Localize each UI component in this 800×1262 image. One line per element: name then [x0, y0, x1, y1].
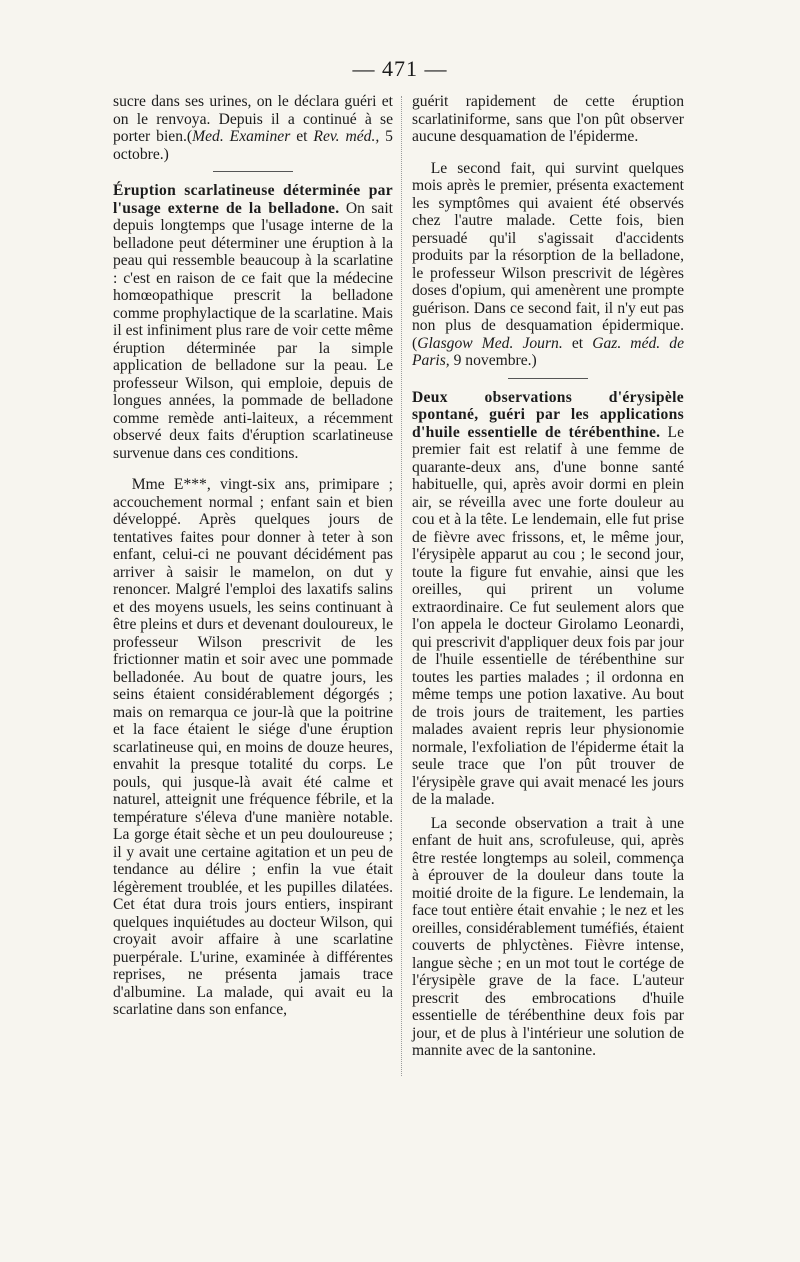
- section-paragraph: [412, 389, 684, 809]
- paragraph: Le second fait, qui survint quelques mois après le premier, présenta exactement les symptômes qui avaient été observés chez l'autre malade. Cette fois, bien persuadé qu'il s'agissait d'accidents produits par la résorption de la belladone, le professeur Wilson prescrivit de légères doses d'opium, qui amenèrent une prompte guérison. Dans ce second fait, il n'y eut pas non plus de desquamation épidermique.(Glasgow Med. Journ. et Gaz. méd. de Paris, 9 novembre.): [412, 159, 684, 369]
- section-title: Deux observations d'érysipèle spontané, guéri par les applications d'huile essentielle de térébenthine.: [412, 388, 684, 441]
- section-title: Éruption scarlatineuse déterminée par l'usage externe de la belladone.: [113, 182, 393, 217]
- paragraph-text: Le premier fait est relatif à une femme de quarante-deux ans, d'une bonne santé habituelle, qui, après avoir dormi en plein air, se réveilla avec une forte douleur au cou et à la tête. Le lendemain, elle fut prise de fièvre avec frissons, et, le même jour, l'érysipèle apparut au cou ; le second jour, toute la figure fut envahie, ainsi que les oreilles, qui prirent un volume extraordinaire. Ce fut seulement alors que l'on appela le docteur Girolamo Leonardi, qui prescrivit d'appliquer deux fois par jour de l'huile essentielle de térébenthine sur toutes les parties malades ; il ordonna en même temps une potion laxative. Au bout de trois jours de traitement, les parties malades avaient repris leur physionomie normale, l'exfoliation de l'épiderme était la seule trace que l'on pût trouver de l'érysipèle grave qui avait menacé les jours de la malade.: [412, 423, 684, 808]
- paragraph: La seconde observation a trait à une enfant de huit ans, scrofuleuse, qui, après être restée longtemps au soleil, commença à éprouver de la douleur dans toute la moitié droite de la figure. Le lendemain, la face tout entière était envahie ; le nez et les oreilles, considérablement tuméfiés, étaient couverts de phlyctènes. Fièvre intense, langue sèche ; en un mot tout le cortége de l'érysipèle grave de la face. L'auteur prescrit des embrocations d'huile essentielle de térébenthine deux fois par jour, et de plus à l'intérieur une solution de mannite avec de la santonine.: [412, 814, 684, 1059]
- paragraph: guérit rapidement de cette éruption scarlatiniforme, sans que l'on pût observer aucune desquamation de l'épiderme.: [412, 93, 684, 145]
- section-paragraph: [113, 182, 393, 462]
- section-separator: [508, 378, 588, 379]
- source-citation: Med. Examiner: [192, 128, 291, 145]
- paragraph-text: On sait depuis longtemps que l'usage interne de la belladone peut déterminer une éruption à la peau qui ressemble beaucoup à la scarlatine : c'est en raison de ce fait que la médecine homœopathique prescrit la belladone comme prophylactique de la scarlatine. Mais il est infiniment plus rare de voir cette même éruption déterminée par la simple application de belladone sur la peau. Le professeur Wilson, qui emploie, depuis de longues années, la pommade de belladone comme remède anti-laiteux, a récemment observé deux faits d'éruption scarlatineuse survenue dans ces conditions.: [113, 199, 393, 462]
- source-citation: Rev. méd.,: [313, 128, 380, 145]
- page-number: — 471 —: [352, 56, 448, 81]
- paragraph: sucre dans ses urines, on le déclara guéri et on le renvoya. Depuis il a continué à se porter bien.(Med. Examiner et Rev. méd., 5 octobre.): [113, 93, 393, 163]
- source-citation: Gaz. méd. de Paris,: [412, 334, 684, 369]
- left-column: [113, 93, 393, 1019]
- source-citation: Glasgow Med. Journ.: [417, 334, 563, 352]
- column-divider: [401, 96, 403, 1076]
- paragraph-text: Le second fait, qui survint quelques mois après le premier, présenta exactement les symptômes qui avaient été observés chez l'autre malade. Cette fois, bien persuadé qu'il s'agissait d'accidents produits par la résorption de la belladone, le professeur Wilson prescrivit de légères doses d'opium, qui amenèrent une prompte guérison. Dans ce second fait, il n'y eut pas non plus de desquamation épidermique.: [412, 159, 684, 334]
- paragraph: Mme E***, vingt-six ans, primipare ; accouchement normal ; enfant sain et bien développé. Après quelques jours de tentatives faites pour donner à teter à son enfant, celui-ci ne pouvant décidément pas arriver à saisir le mamelon, on dut y renoncer. Malgré l'emploi des laxatifs salins et des moyens usuels, les seins continuant à être pleins et durs et devenant douloureux, le professeur Wilson prescrivit de les frictionner matin et soir avec une pommade belladonée. Au bout de quatre jours, les seins étaient considérablement dégorgés ; mais on remarqua ce jour-là que la poitrine et la face étaient le siége d'une éruption scarlatineuse qui, en moins de douze heures, envahit la presque totalité du corps. Le pouls, qui jusque-là avait été calme et naturel, atteignit une fréquence fébrile, et la température s'éleva d'une manière notable. La gorge était sèche et un peu douloureuse ; il y avait une certaine agitation et un peu de tendance au délire ; enfin la vue était légèrement troublée, et les pupilles dilatées. Cet état dura trois jours entiers, inspirant quelques inquiétudes au docteur Wilson, qui croyait avoir affaire à une scarlatine puerpérale. L'urine, examinée à différentes reprises, ne présenta jamais trace d'albumine. La malade, qui avait eu la scarlatine dans son enfance,: [113, 476, 393, 1018]
- paragraph-text: sucre dans ses urines, on le déclara guéri et on le renvoya. Depuis il a continué à se porter bien.: [113, 93, 393, 145]
- section-separator: [213, 171, 293, 172]
- right-column: [412, 93, 684, 1060]
